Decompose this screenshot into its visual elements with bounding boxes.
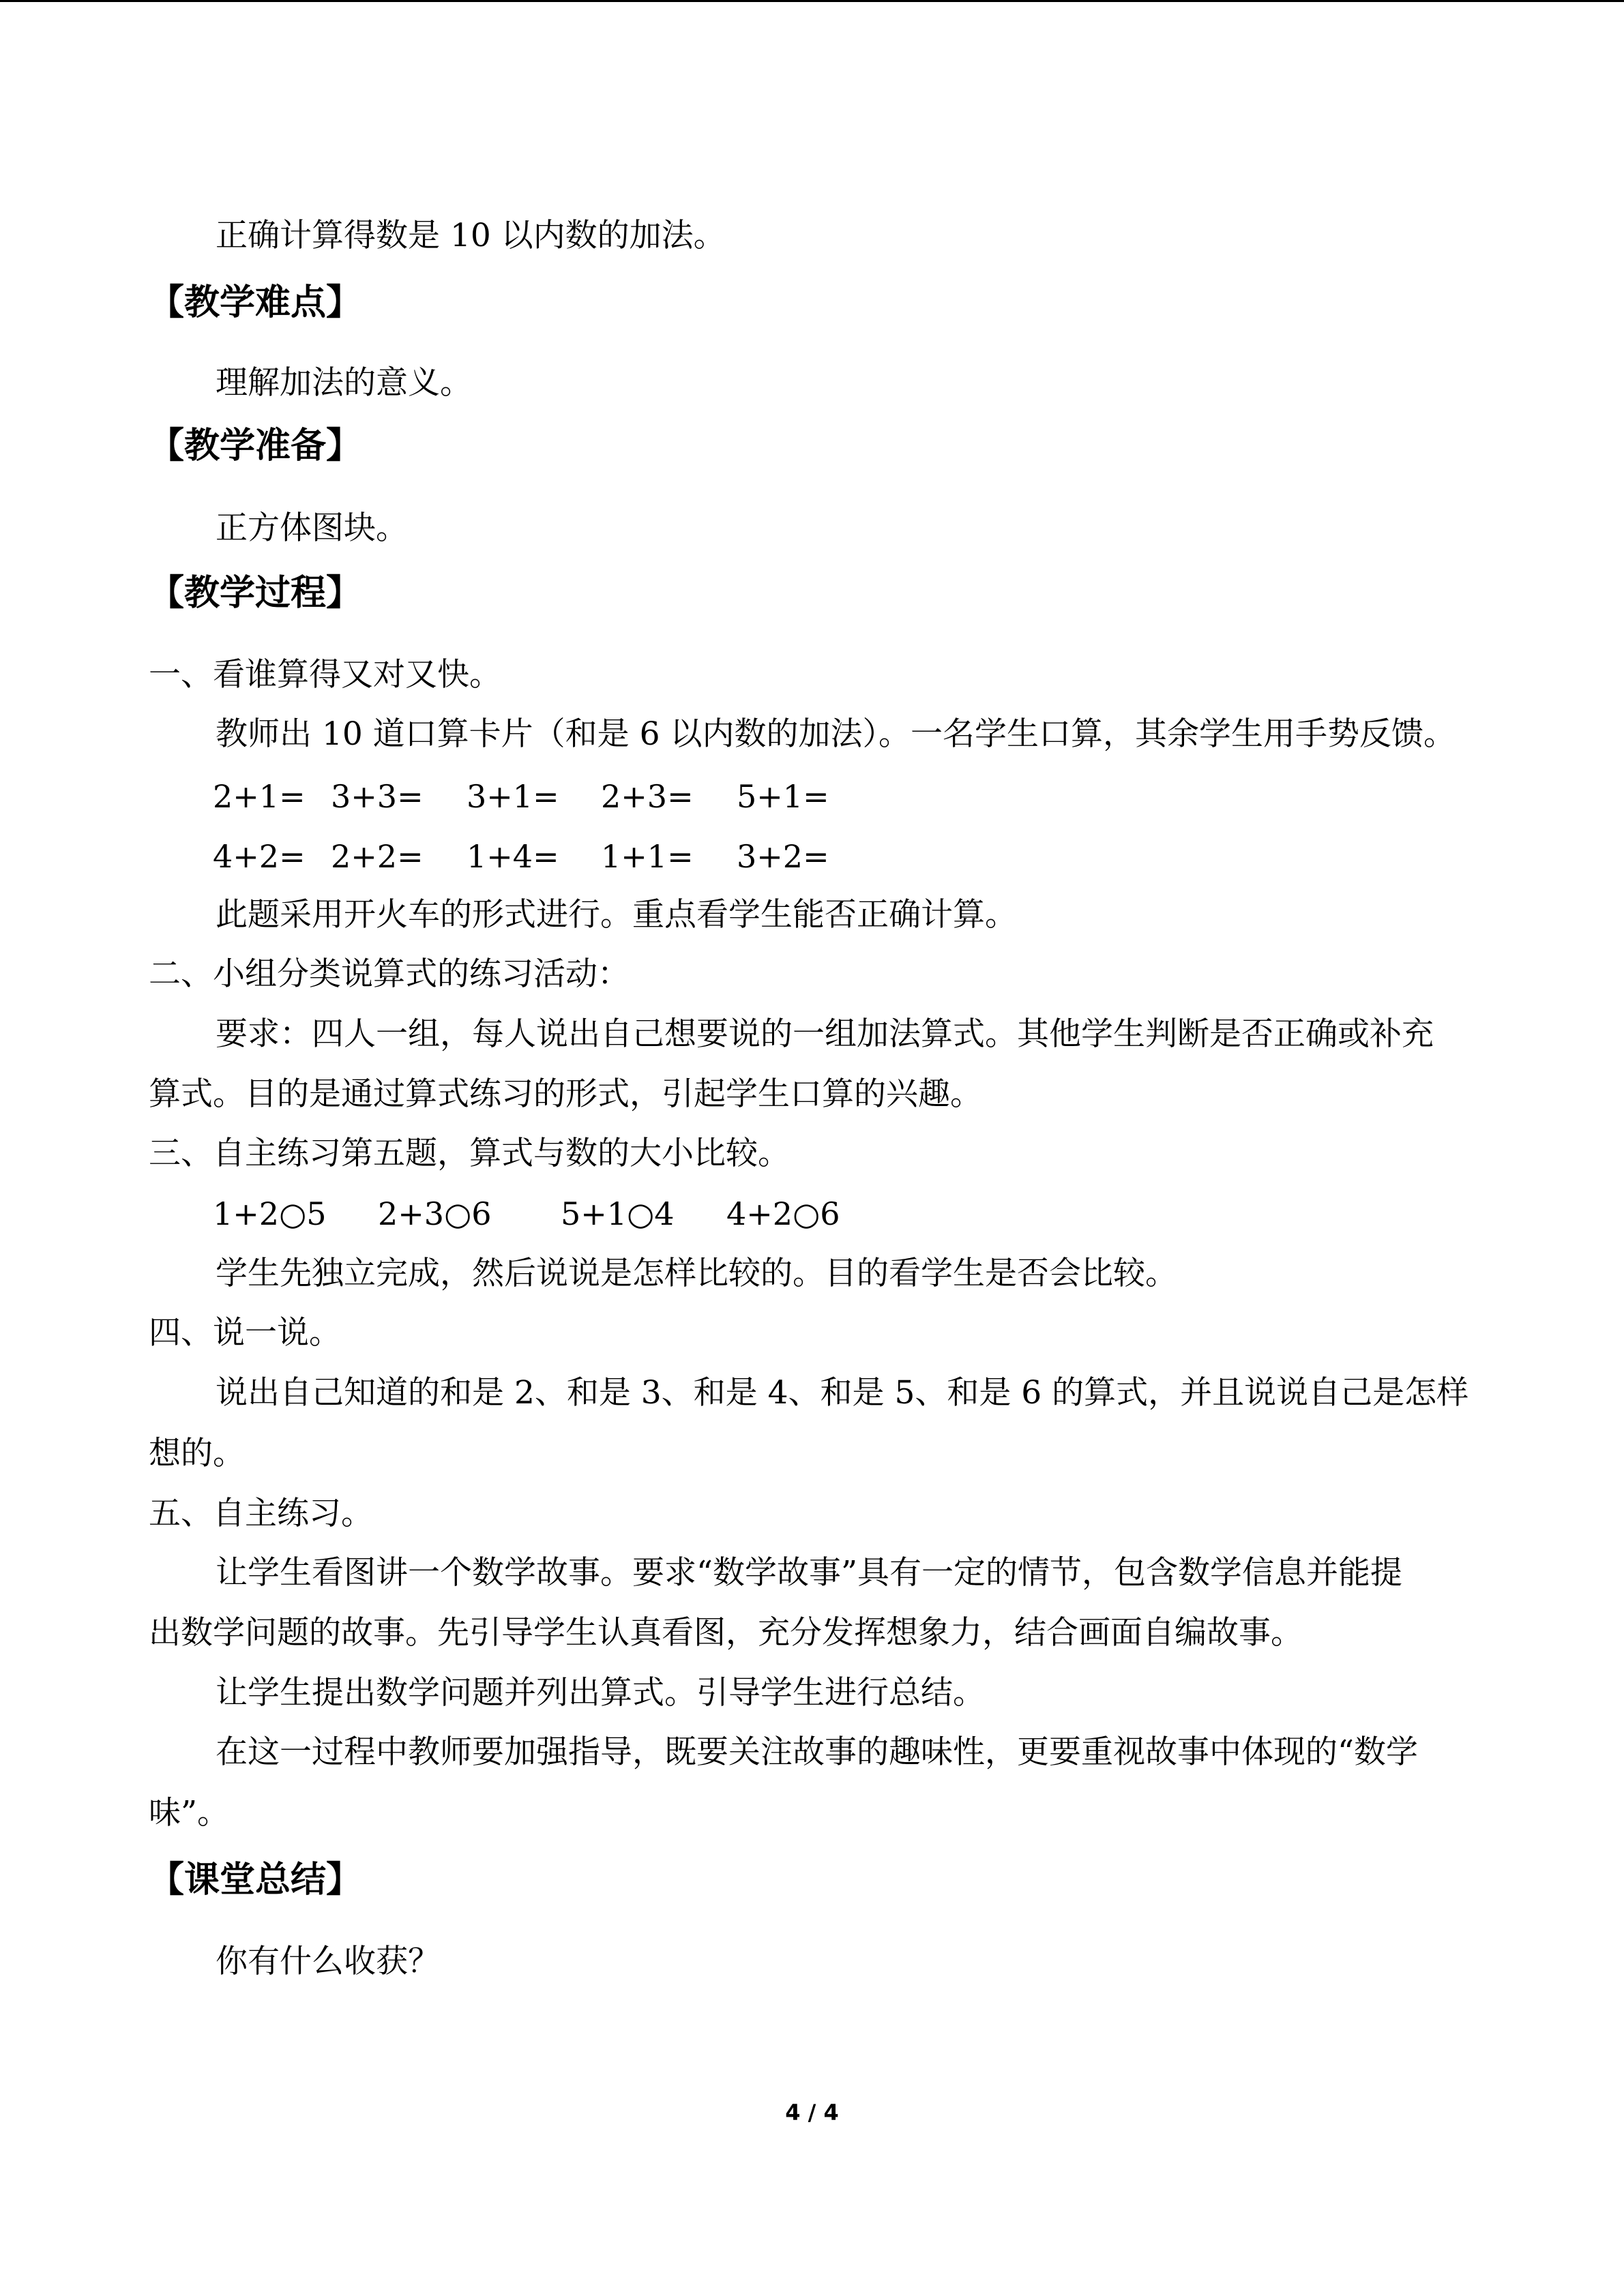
heading-difficulty: 【教学难点】 xyxy=(149,282,362,323)
top-section-text: 正确计算得数是 10 以内数的加法。 xyxy=(216,217,726,254)
part1-title: 一、看谁算得又对又快。 xyxy=(149,656,501,694)
difficulty-text: 理解加法的意义。 xyxy=(216,364,472,402)
summary-text: 你有什么收获？ xyxy=(216,1943,440,1980)
top-border-line xyxy=(0,0,1624,2)
comparison-item: 4+2○6 xyxy=(726,1195,840,1232)
equation-item: 3+2= xyxy=(737,838,829,875)
part5-line5: 味”。 xyxy=(149,1794,230,1832)
part4-line2: 想的。 xyxy=(149,1435,245,1472)
equation-item: 5+1= xyxy=(737,778,829,815)
part3-title: 三、自主练习第五题，算式与数的大小比较。 xyxy=(149,1135,790,1172)
heading-summary: 【课堂总结】 xyxy=(149,1860,362,1900)
part2-title: 二、小组分类说算式的练习活动： xyxy=(149,955,630,993)
comparison-item: 5+1○4 xyxy=(561,1195,675,1232)
comparison-item: 2+3○6 xyxy=(378,1195,492,1232)
part1-note: 此题采用开火车的形式进行。重点看学生能否正确计算。 xyxy=(216,896,1017,934)
part5-line4: 在这一过程中教师要加强指导，既要关注故事的趣味性，更要重视故事中体现的“数学 xyxy=(216,1733,1419,1771)
part4-title: 四、说一说。 xyxy=(149,1314,341,1352)
comparison-item: 1+2○5 xyxy=(213,1195,327,1232)
heading-process: 【教学过程】 xyxy=(149,573,362,614)
preparation-text: 正方体图块。 xyxy=(216,509,408,547)
part5-title: 五、自主练习。 xyxy=(149,1495,373,1532)
part5-line1: 让学生看图讲一个数学故事。要求“数学故事”具有一定的情节，包含数学信息并能提 xyxy=(216,1554,1403,1592)
part4-line1: 说出自己知道的和是 2、和是 3、和是 4、和是 5、和是 6 的算式，并且说说自己是怎样 xyxy=(216,1374,1469,1412)
equation-item: 1+4= xyxy=(467,838,559,875)
part3-note: 学生先独立完成，然后说说是怎样比较的。目的看学生是否会比较。 xyxy=(216,1255,1177,1292)
part1-desc: 教师出 10 道口算卡片（和是 6 以内数的加法）。一名学生口算，其余学生用手势反馈。 xyxy=(216,715,1456,753)
equation-item: 2+1= xyxy=(213,778,306,815)
equation-item: 1+1= xyxy=(601,838,694,875)
equation-item: 4+2= xyxy=(213,838,306,875)
heading-preparation: 【教学准备】 xyxy=(149,426,362,466)
page-number: 4 / 4 xyxy=(785,2100,839,2126)
part2-line2: 算式。目的是通过算式练习的形式，引起学生口算的兴趣。 xyxy=(149,1075,982,1113)
part2-line1: 要求：四人一组，每人说出自己想要说的一组加法算式。其他学生判断是否正确或补充 xyxy=(216,1015,1434,1053)
part5-line2: 出数学问题的故事。先引导学生认真看图，充分发挥想象力，结合画面自编故事。 xyxy=(149,1614,1303,1652)
equation-item: 2+3= xyxy=(601,778,694,815)
equation-item: 3+1= xyxy=(467,778,559,815)
equation-item: 2+2= xyxy=(331,838,424,875)
equation-item: 3+3= xyxy=(331,778,424,815)
part5-line3: 让学生提出数学问题并列出算式。引导学生进行总结。 xyxy=(216,1674,985,1712)
